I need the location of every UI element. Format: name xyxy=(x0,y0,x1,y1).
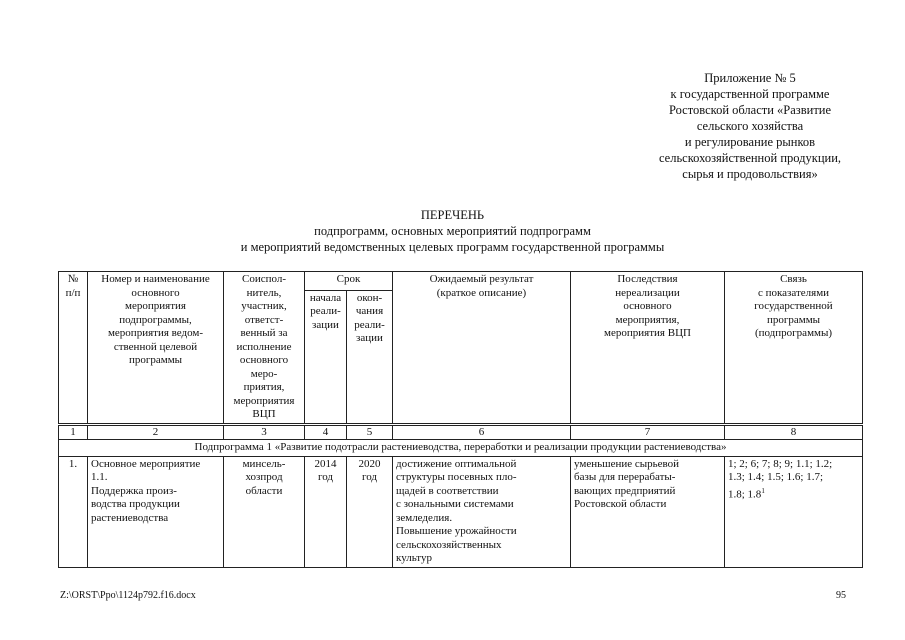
appendix-line: сырья и продовольствия» xyxy=(682,167,818,181)
row-link xyxy=(725,456,863,567)
header-start: начала реали- зации xyxy=(305,290,347,424)
footer-page-number: 95 xyxy=(836,590,846,601)
title-line: и мероприятий ведомственных целевых программ государственной программы xyxy=(240,240,665,254)
header-row xyxy=(59,272,863,291)
document-title xyxy=(0,207,905,255)
appendix-line: к государственной программе xyxy=(670,87,830,101)
row-link-superscript: 1 xyxy=(761,486,765,495)
header-result: Ожидаемый результат (краткое описание) xyxy=(393,272,571,425)
column-numbers-row xyxy=(59,424,863,440)
header-link: Связь с показателями государственной программы (подпрограммы) xyxy=(725,272,863,425)
subprogram-row xyxy=(59,440,863,457)
column-number: 5 xyxy=(347,424,393,440)
header-consequences: Последствия нереализации основного мероприятия, мероприятия ВЦП xyxy=(571,272,725,425)
column-number: 7 xyxy=(571,424,725,440)
header-num: № п/п xyxy=(59,272,88,425)
table-row xyxy=(59,456,863,567)
appendix-line: и регулирование рынков xyxy=(684,135,816,149)
programs-table xyxy=(58,271,863,568)
title-line: подпрограмм, основных мероприятий подпрограмм xyxy=(314,224,591,238)
column-number: 6 xyxy=(393,424,571,440)
row-link-values: 1; 2; 6; 7; 8; 9; 1.1; 1.2; 1.3; 1.4; 1.5; 1.6; 1.7; 1.8; 1.8 xyxy=(728,457,833,501)
column-number: 4 xyxy=(305,424,347,440)
header-term: Срок xyxy=(305,272,393,291)
footer-file-path: Z:\ORST\Ppo\1124p792.f16.docx xyxy=(60,590,196,601)
row-consequences: уменьшение сырьевой базы для перерабаты- вающих предприятий Ростовской области xyxy=(571,456,725,567)
row-executor: минсель- хозпрод области xyxy=(224,456,305,567)
appendix-line: сельскохозяйственной продукции, xyxy=(658,151,842,165)
header-end: окон- чания реали- зации xyxy=(347,290,393,424)
row-name: Основное мероприятие 1.1. Поддержка произ- водства продукции растениеводства xyxy=(88,456,224,567)
subprogram-title: Подпрограмма 1 «Развитие подотрасли растениеводства, переработки и реализации продукции растениеводства» xyxy=(59,440,863,457)
column-number: 1 xyxy=(59,424,88,440)
appendix-header xyxy=(610,70,890,182)
column-number: 2 xyxy=(88,424,224,440)
appendix-line: Приложение № 5 xyxy=(704,71,796,85)
header-executor: Соиспол- нитель, участник, ответст- венный за исполнение основного меро- приятия, мероприятия ВЦП xyxy=(224,272,305,425)
row-result: достижение оптимальной структуры посевных пло- щадей в соответствии с зональными системами земледелия. Повышение урожайности сельскохозяйственных культур xyxy=(393,456,571,567)
appendix-line: сельского хозяйства xyxy=(696,119,804,133)
row-num: 1. xyxy=(59,456,88,567)
column-number: 8 xyxy=(725,424,863,440)
appendix-line: Ростовской области «Развитие xyxy=(668,103,832,117)
row-end: 2020 год xyxy=(347,456,393,567)
title-heading: ПЕРЕЧЕНЬ xyxy=(420,208,485,222)
column-number: 3 xyxy=(224,424,305,440)
header-name: Номер и наименование основного мероприятия подпрограммы, мероприятия ведом- ственной целевой программы xyxy=(88,272,224,425)
row-start: 2014 год xyxy=(305,456,347,567)
